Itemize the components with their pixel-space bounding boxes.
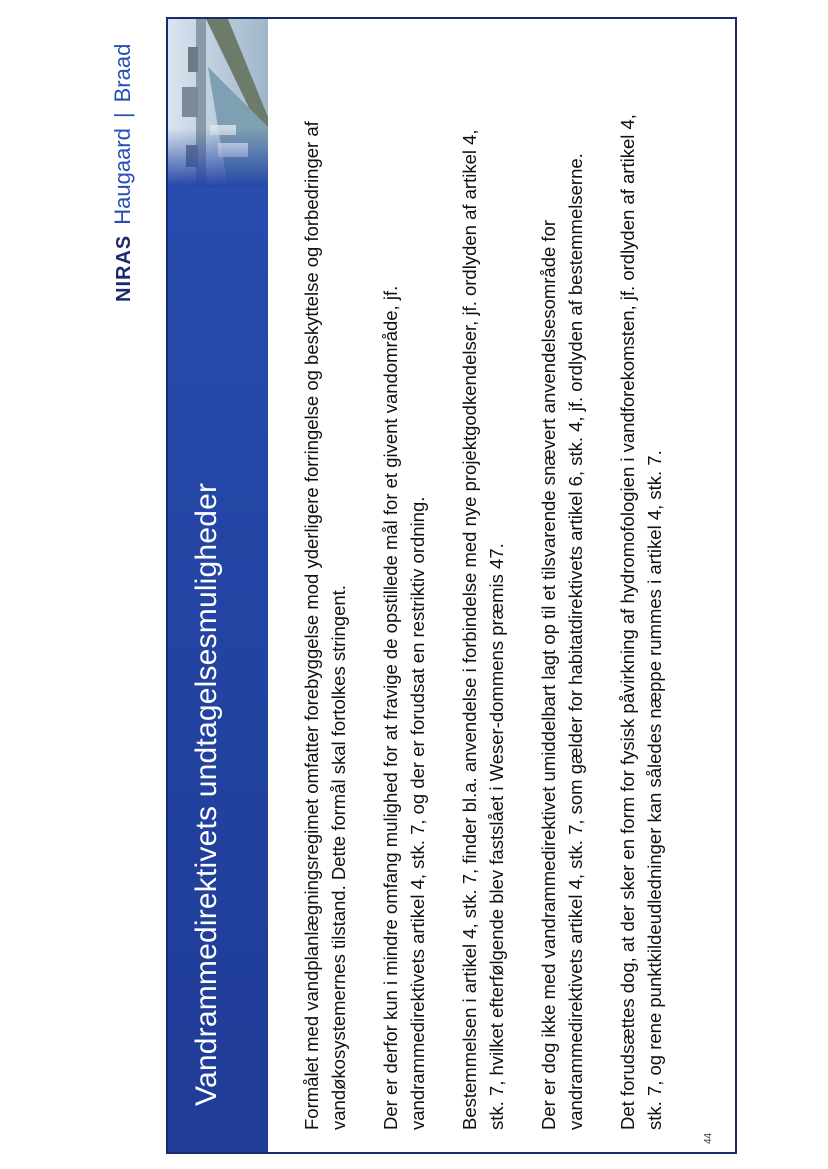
- niras-logo-text: NIRAS: [113, 234, 135, 302]
- braad-text: Braad: [110, 43, 135, 103]
- paragraph-2: Der er derfor kun i mindre omfang mulighed for at fravige de opstillede mål for et givent vandområde, jf. vandrammedirektivets artikel 4, stk. 7, og der er forudsat en restriktiv ordning.: [380, 285, 428, 1130]
- logo-separator: |: [110, 112, 135, 119]
- paragraph-1: Formålet med vandplanlægningsregimet omfatter forebyggelse mod yderligere forringelse og beskyttelse og forbedringer af vandøkosystemernes tilstand. Dette formål skal fortolkes stringent.: [301, 121, 349, 1130]
- slide-frame: [110, 17, 737, 1154]
- slide-title: Vandrammedirektivets undtagelsesmuligheder: [190, 482, 223, 1106]
- page-number: 44: [703, 1132, 714, 1144]
- slide-body: [298, 110, 693, 1130]
- paragraph-5: Det forudsættes dog, at der sker en form for fysisk påvirkning af hydromofologien i vandforekomsten, jf. ordlyden af artikel 4, stk. 7, og rene punktkildeudledninger kan således næppe rummes i artikel 4, stk. 7.: [617, 114, 665, 1130]
- paragraph-3: Bestemmelsen i artikel 4, stk. 7, finder bl.a. anvendelse i forbindelse med nye projektgodkendelser, jf. ordlyden af artikel 4, stk. 7, hvilket efterfølgende blev fastslået i Weser-dommens præmis 47.: [459, 129, 507, 1130]
- haugaard-text: Haugaard: [110, 128, 135, 225]
- logo-area: [110, 19, 268, 332]
- paragraph-4: Der er dog ikke med vandrammedirektivet umiddelbart lagt op til et tilsvarende snævert anvendelsesområde for vandrammedirektivets artikel 4, stk. 7, som gælder for habitatdirektivets artikel 6, stk. 4, jf. ordlyden af bestemmelserne.: [538, 153, 586, 1130]
- slide-content: [110, 19, 735, 1152]
- company-logo: [110, 44, 136, 302]
